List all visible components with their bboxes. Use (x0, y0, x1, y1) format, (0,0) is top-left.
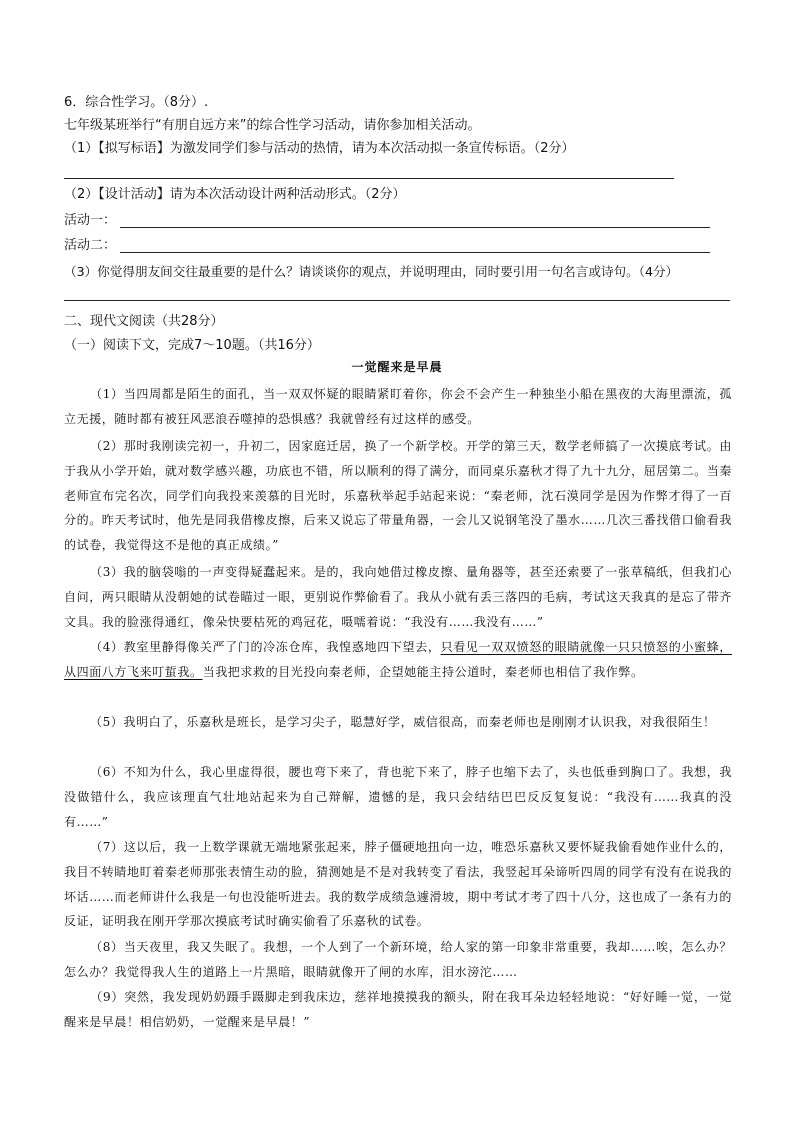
article-paragraph-1: （1）当四周都是陌生的面孔，当一双双怀疑的眼睛紧盯着你，你会不会产生一种独坐小船在黑夜的大海里漂流，孤立无援，随时都有被狂风恶浪吞噬掉的恐惧感？我就曾经有过这样的感受。 (64, 387, 732, 426)
q6-heading: 6．综合性学习。（8分）. (64, 95, 209, 110)
article-paragraph-8: （8）当天夜里，我又失眠了。我想，一个人到了一个新环境，给人家的第一印象非常重要，我却……唉，怎么办？怎么办？我觉得我人生的道路上一片黑暗，眼睛就像开了闸的水库，泪水滂沱…… (64, 940, 732, 979)
q6-part1-prompt: （1）【拟写标语】为激发同学们参与活动的热情，请为本次活动拟一条宣传标语。（2分） (64, 141, 575, 156)
underlined-sentence: 只看见一双双愤怒的眼睛就像一只只愤怒的小蜜蜂，从四面八方飞来叮蜇我。 (64, 640, 732, 679)
section-modern-reading-heading: 二、现代文阅读（共28分） (64, 314, 224, 329)
article-paragraph-2: （2）那时我刚读完初一，升初二，因家庭迁居，换了一个新学校。开学的第三天，数学老师搞了一次摸底考试。由于我从小学开始，就对数学感兴趣，功底也不错，所以顺利的得了满分，而同桌乐嘉秋才得了九十九分，屈居第二。当秦老师宣布完名次，同学们向我投来羡慕的目光时，乐嘉秋举起手站起来说：“秦老师，沈石漠同学是因为作弊才得了一百分的。昨天考试时，他先是同我借橡皮擦，后来又说忘了带量角器，一会儿又说钢笔没了墨水……几次三番找借口偷看我的试卷，我觉得这不是他的真正成绩。” (64, 439, 732, 553)
article-paragraph-7: （7）这以后，我一上数学课就无端地紧张起来，脖子僵硬地扭向一边，唯恐乐嘉秋又要怀疑我偷看她作业什么的，我目不转睛地盯着秦老师那张表情生动的脸，猜测她是不是对我转变了看法，我竖起耳朵谛听四周的同学有没有在说我的坏话……而老师讲什么我是一句也没能听进去。我的数学成绩急遽滑坡，期中考试才考了四十八分，这也成了一条有力的反证，证明我在刚开学那次摸底考试时确实偷看了乐嘉秋的试卷。 (64, 840, 732, 929)
article-title: 一觉醒来是早晨 (351, 360, 443, 374)
q6-intro: 七年级某班举行“有朋自远方来”的综合性学习活动，请你参加相关活动。 (64, 118, 481, 133)
q6-part3-answer-line[interactable] (64, 300, 730, 301)
reading-one-instructions: （一）阅读下文，完成7～10题。（共16分） (64, 338, 320, 353)
article-paragraph-6: （6）不知为什么，我心里虚得很，腰也弯下来了，背也驼下来了，脖子也缩下去了，头也低垂到胸口了。我想，我没做错什么，我应该理直气壮地站起来为自己辩解，遗憾的是，我只会结结巴巴反反复复说：“我没有……我真的没有……” (64, 765, 732, 829)
article-paragraph-4: （4）教室里静得像关严了门的冷冻仓库，我惶惑地四下望去，只看见一双双愤怒的眼睛就像一只只愤怒的小蜜蜂，从四面八方飞来叮蜇我。当我把求救的目光投向秦老师，企望她能主持公道时，秦老师也相信了我作弊。 (64, 640, 732, 679)
activity-two-label: 活动二： (64, 238, 117, 253)
article-paragraph-3: （3）我的脑袋嗡的一声变得疑蠢起来。是的，我向她借过橡皮擦、量角器等，甚至还索要了一张草稿纸，但我扪心自问，两只眼睛从没朝她的试卷瞄过一眼，更别说作弊偷看了。我从小就有丢三落四的毛病，考试这天我真的是忘了带齐文具。我的脸涨得通红，像朵快要枯死的鸡冠花，嗫嚅着说：“我没有……我没有……” (64, 565, 732, 629)
article-paragraph-9: （9）突然，我发现奶奶蹑手蹑脚走到我床边，慈祥地摸摸我的额头，附在我耳朵边轻轻地说：“好好睡一觉，一觉醒来是早晨！相信奶奶，一觉醒来是早晨！” (64, 990, 732, 1029)
q6-part2-prompt: （2）【设计活动】请为本次活动设计两种活动形式。（2分） (64, 187, 406, 202)
activity-two-answer-line[interactable] (120, 252, 710, 253)
activity-one-label: 活动一： (64, 213, 117, 228)
q6-part3-prompt: （3）你觉得朋友间交往最重要的是什么？请谈谈你的观点，并说明理由，同时要引用一句名言或诗句。（4分） (64, 264, 679, 279)
article-paragraph-5: （5）我明白了，乐嘉秋是班长，是学习尖子，聪慧好学，威信很高，而秦老师也是刚刚才认识我，对我很陌生！ (90, 715, 716, 729)
activity-one-answer-line[interactable] (120, 227, 710, 228)
q6-part1-answer-line[interactable] (64, 178, 674, 179)
